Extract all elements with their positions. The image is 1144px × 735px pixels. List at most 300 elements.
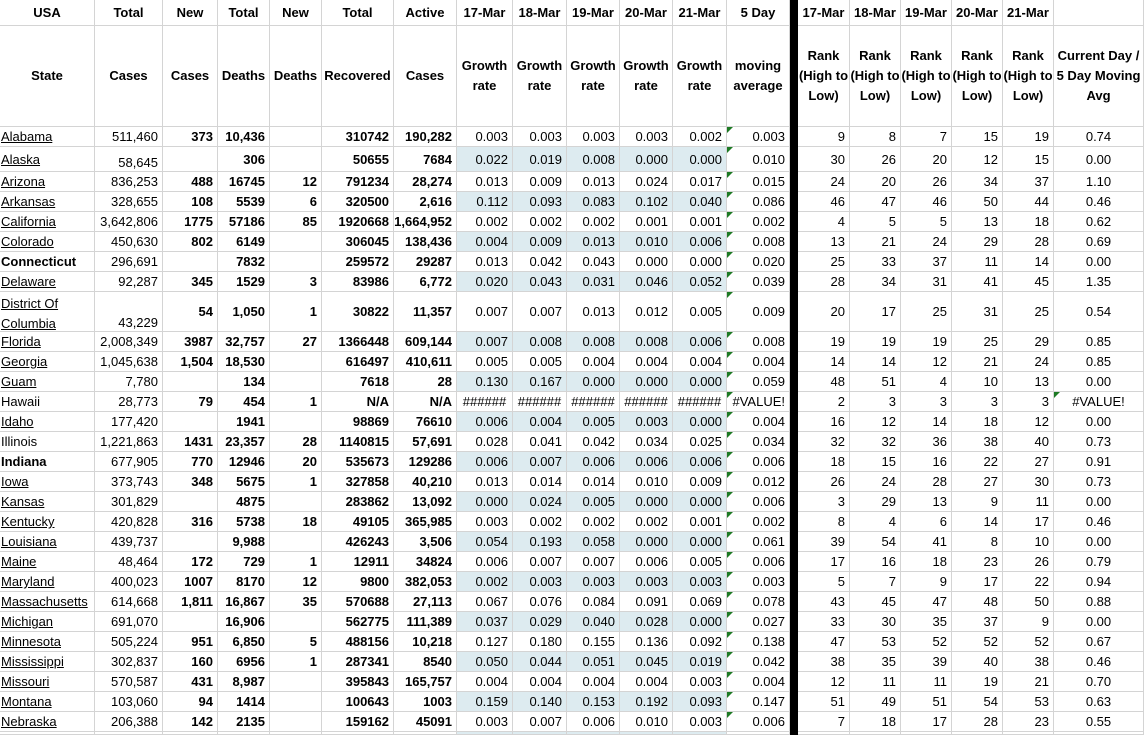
growth-rate-cell[interactable]: 0.000 — [673, 147, 727, 172]
growth-rate-cell[interactable]: 0.044 — [513, 652, 567, 672]
rank-cell[interactable]: 31 — [901, 272, 952, 292]
rank-cell[interactable]: 11 — [952, 252, 1003, 272]
moving-average-cell[interactable]: 0.039 — [727, 272, 790, 292]
active-cases-cell[interactable]: 1,664,952 — [394, 212, 457, 232]
rank-cell[interactable]: 16 — [901, 452, 952, 472]
ratio-cell[interactable]: 0.70 — [1054, 672, 1144, 692]
ratio-cell[interactable]: 0.88 — [1054, 592, 1144, 612]
growth-rate-cell[interactable]: 0.000 — [673, 412, 727, 432]
growth-rate-cell[interactable]: 0.029 — [513, 612, 567, 632]
header-cell-r4-top[interactable]: 20-Mar — [952, 0, 1003, 26]
rank-cell[interactable]: 44 — [1003, 192, 1054, 212]
growth-rate-cell[interactable]: 0.003 — [513, 572, 567, 592]
state-link-line1[interactable]: District Of — [1, 296, 59, 311]
growth-rate-cell[interactable]: 0.000 — [620, 492, 673, 512]
total-recovered-cell[interactable]: 1366448 — [322, 332, 394, 352]
total-cases-cell[interactable]: 836,253 — [95, 172, 163, 192]
state-link[interactable]: Alabama — [1, 129, 53, 144]
total-cases-cell[interactable]: 2,008,349 — [95, 332, 163, 352]
header-cell-g2[interactable]: Growth rate — [513, 26, 567, 127]
growth-rate-cell[interactable]: 0.028 — [620, 612, 673, 632]
growth-rate-cell[interactable]: 0.002 — [513, 212, 567, 232]
growth-rate-cell[interactable]: 0.001 — [673, 212, 727, 232]
rank-cell[interactable]: 23 — [1003, 712, 1054, 732]
new-cases-cell[interactable] — [163, 612, 218, 632]
growth-rate-cell[interactable]: 0.046 — [620, 272, 673, 292]
total-cases-cell[interactable]: 1,221,863 — [95, 432, 163, 452]
moving-average-cell[interactable]: 0.009 — [727, 292, 790, 332]
header-cell-r1-top[interactable]: 17-Mar — [798, 0, 850, 26]
growth-rate-cell[interactable]: 0.002 — [513, 512, 567, 532]
rank-cell[interactable]: 47 — [798, 632, 850, 652]
growth-rate-cell[interactable]: 0.000 — [673, 252, 727, 272]
rank-cell[interactable]: 20 — [901, 147, 952, 172]
growth-rate-cell[interactable]: 0.005 — [567, 412, 620, 432]
rank-cell[interactable]: 18 — [1003, 212, 1054, 232]
rank-cell[interactable]: 51 — [901, 692, 952, 712]
active-cases-cell[interactable]: 1003 — [394, 692, 457, 712]
growth-rate-cell[interactable]: 0.193 — [513, 532, 567, 552]
ratio-cell[interactable]: 0.46 — [1054, 192, 1144, 212]
state-name-cell[interactable] — [0, 552, 95, 572]
header-cell-g3-top[interactable]: 19-Mar — [567, 0, 620, 26]
new-cases-cell[interactable]: 3987 — [163, 332, 218, 352]
active-cases-cell[interactable]: 365,985 — [394, 512, 457, 532]
growth-rate-cell[interactable]: 0.003 — [567, 572, 620, 592]
state-name-cell[interactable] — [0, 192, 95, 212]
total-deaths-cell[interactable]: 16,867 — [218, 592, 270, 612]
growth-rate-cell[interactable]: 0.024 — [513, 492, 567, 512]
growth-rate-cell[interactable]: 0.130 — [457, 372, 513, 392]
growth-rate-cell[interactable]: 0.167 — [513, 372, 567, 392]
growth-rate-cell[interactable]: 0.013 — [567, 172, 620, 192]
growth-rate-cell[interactable]: ###### — [673, 392, 727, 412]
rank-cell[interactable]: 18 — [901, 552, 952, 572]
total-recovered-cell[interactable]: 535673 — [322, 452, 394, 472]
header-cell-r5-top[interactable]: 21-Mar — [1003, 0, 1054, 26]
state-link[interactable]: Nebraska — [1, 714, 57, 729]
new-cases-cell[interactable]: 951 — [163, 632, 218, 652]
rank-cell[interactable]: 14 — [798, 352, 850, 372]
rank-cell[interactable]: 3 — [798, 492, 850, 512]
total-recovered-cell[interactable]: 30822 — [322, 292, 394, 332]
rank-cell[interactable]: 38 — [798, 652, 850, 672]
total-cases-cell[interactable]: 1,045,638 — [95, 352, 163, 372]
rank-cell[interactable]: 32 — [798, 432, 850, 452]
rank-cell[interactable]: 16 — [798, 412, 850, 432]
moving-average-cell[interactable]: 0.002 — [727, 212, 790, 232]
active-cases-cell[interactable]: 138,436 — [394, 232, 457, 252]
rank-cell[interactable]: 26 — [798, 472, 850, 492]
growth-rate-cell[interactable]: 0.006 — [620, 552, 673, 572]
rank-cell[interactable]: 14 — [901, 412, 952, 432]
growth-rate-cell[interactable]: 0.180 — [513, 632, 567, 652]
active-cases-cell[interactable]: 40,210 — [394, 472, 457, 492]
total-cases-cell[interactable]: 677,905 — [95, 452, 163, 472]
active-cases-cell[interactable]: 10,218 — [394, 632, 457, 652]
rank-cell[interactable]: 50 — [1003, 592, 1054, 612]
ratio-cell[interactable]: 0.00 — [1054, 147, 1144, 172]
rank-cell[interactable]: 20 — [850, 172, 901, 192]
growth-rate-cell[interactable]: 0.042 — [567, 432, 620, 452]
total-deaths-cell[interactable]: 5675 — [218, 472, 270, 492]
ratio-cell[interactable]: 0.62 — [1054, 212, 1144, 232]
header-cell-g3[interactable]: Growth rate — [567, 26, 620, 127]
active-cases-cell[interactable]: 76610 — [394, 412, 457, 432]
rank-cell[interactable]: 27 — [952, 472, 1003, 492]
moving-average-cell[interactable]: 0.004 — [727, 412, 790, 432]
rank-cell[interactable]: 25 — [901, 292, 952, 332]
rank-cell[interactable]: 14 — [952, 512, 1003, 532]
rank-cell[interactable]: 51 — [798, 692, 850, 712]
ratio-cell[interactable]: 0.85 — [1054, 352, 1144, 372]
header-cell-ma[interactable]: moving average — [727, 26, 790, 127]
total-deaths-cell[interactable]: 57186 — [218, 212, 270, 232]
growth-rate-cell[interactable]: 0.112 — [457, 192, 513, 212]
growth-rate-cell[interactable]: 0.006 — [567, 452, 620, 472]
rank-cell[interactable]: 8 — [952, 532, 1003, 552]
rank-cell[interactable]: 7 — [901, 127, 952, 147]
growth-rate-cell[interactable]: 0.008 — [567, 147, 620, 172]
rank-cell[interactable]: 39 — [798, 532, 850, 552]
ratio-cell[interactable]: 0.54 — [1054, 292, 1144, 332]
active-cases-cell[interactable]: 7684 — [394, 147, 457, 172]
header-cell-ratio[interactable]: Current Day / 5 Day Moving Avg — [1054, 26, 1144, 127]
header-cell-g1-top[interactable]: 17-Mar — [457, 0, 513, 26]
new-deaths-cell[interactable] — [270, 372, 322, 392]
state-name-cell[interactable] — [0, 452, 95, 472]
growth-rate-cell[interactable]: 0.003 — [457, 712, 513, 732]
active-cases-cell[interactable]: 190,282 — [394, 127, 457, 147]
total-deaths-cell[interactable]: 12946 — [218, 452, 270, 472]
rank-cell[interactable]: 33 — [798, 612, 850, 632]
state-link[interactable]: Massachusetts — [1, 594, 88, 609]
active-cases-cell[interactable]: 165,757 — [394, 672, 457, 692]
growth-rate-cell[interactable]: ###### — [457, 392, 513, 412]
growth-rate-cell[interactable]: 0.001 — [620, 212, 673, 232]
rank-cell[interactable]: 11 — [1003, 492, 1054, 512]
growth-rate-cell[interactable]: 0.000 — [567, 372, 620, 392]
rank-cell[interactable]: 45 — [850, 592, 901, 612]
header-cell-total_cases-top[interactable]: Total — [95, 0, 163, 26]
header-cell-r4[interactable]: Rank (High to Low) — [952, 26, 1003, 127]
rank-cell[interactable]: 30 — [850, 612, 901, 632]
active-cases-cell[interactable]: 609,144 — [394, 332, 457, 352]
total-deaths-cell[interactable]: 8170 — [218, 572, 270, 592]
growth-rate-cell[interactable]: 0.003 — [620, 572, 673, 592]
ratio-cell[interactable]: 0.74 — [1054, 127, 1144, 147]
new-cases-cell[interactable]: 94 — [163, 692, 218, 712]
total-recovered-cell[interactable]: 287341 — [322, 652, 394, 672]
new-deaths-cell[interactable]: 1 — [270, 652, 322, 672]
rank-cell[interactable]: 10 — [1003, 532, 1054, 552]
growth-rate-cell[interactable]: 0.013 — [457, 472, 513, 492]
rank-cell[interactable]: 35 — [901, 612, 952, 632]
total-deaths-cell[interactable]: 7832 — [218, 252, 270, 272]
growth-rate-cell[interactable]: 0.037 — [457, 612, 513, 632]
growth-rate-cell[interactable]: 0.093 — [513, 192, 567, 212]
state-link[interactable]: California — [1, 214, 56, 229]
new-cases-cell[interactable]: 802 — [163, 232, 218, 252]
growth-rate-cell[interactable]: 0.005 — [673, 292, 727, 332]
moving-average-cell[interactable]: 0.078 — [727, 592, 790, 612]
rank-cell[interactable]: 14 — [850, 352, 901, 372]
rank-cell[interactable]: 51 — [850, 372, 901, 392]
new-deaths-cell[interactable] — [270, 232, 322, 252]
growth-rate-cell[interactable]: 0.004 — [620, 352, 673, 372]
growth-rate-cell[interactable]: 0.007 — [457, 292, 513, 332]
rank-cell[interactable]: 22 — [1003, 572, 1054, 592]
moving-average-cell[interactable]: 0.003 — [727, 572, 790, 592]
rank-cell[interactable]: 52 — [901, 632, 952, 652]
state-name-cell[interactable] — [0, 592, 95, 612]
total-recovered-cell[interactable]: 1920668 — [322, 212, 394, 232]
header-cell-state[interactable]: State — [0, 26, 95, 127]
rank-cell[interactable]: 40 — [952, 652, 1003, 672]
growth-rate-cell[interactable]: 0.020 — [457, 272, 513, 292]
header-cell-new_cases-top[interactable]: New — [163, 0, 218, 26]
rank-cell[interactable]: 3 — [952, 392, 1003, 412]
ratio-cell[interactable]: 0.91 — [1054, 452, 1144, 472]
growth-rate-cell[interactable]: 0.008 — [513, 332, 567, 352]
rank-cell[interactable]: 10 — [952, 372, 1003, 392]
growth-rate-cell[interactable]: 0.043 — [567, 252, 620, 272]
active-cases-cell[interactable]: 129286 — [394, 452, 457, 472]
state-name-cell[interactable] — [0, 632, 95, 652]
rank-cell[interactable]: 17 — [952, 572, 1003, 592]
state-name-cell[interactable] — [0, 432, 95, 452]
rank-cell[interactable]: 4 — [798, 212, 850, 232]
growth-rate-cell[interactable]: 0.008 — [567, 332, 620, 352]
new-cases-cell[interactable]: 160 — [163, 652, 218, 672]
header-cell-total_cases[interactable]: Cases — [95, 26, 163, 127]
rank-cell[interactable]: 24 — [798, 172, 850, 192]
rank-cell[interactable]: 9 — [901, 572, 952, 592]
growth-rate-cell[interactable]: 0.052 — [673, 272, 727, 292]
state-link[interactable]: Minnesota — [1, 634, 61, 649]
state-name-cell[interactable] — [0, 252, 95, 272]
rank-cell[interactable]: 21 — [952, 352, 1003, 372]
rank-cell[interactable]: 52 — [1003, 632, 1054, 652]
total-recovered-cell[interactable]: 283862 — [322, 492, 394, 512]
total-cases-cell[interactable]: 328,655 — [95, 192, 163, 212]
growth-rate-cell[interactable]: 0.091 — [620, 592, 673, 612]
rank-cell[interactable]: 24 — [1003, 352, 1054, 372]
growth-rate-cell[interactable]: 0.002 — [673, 127, 727, 147]
growth-rate-cell[interactable]: 0.025 — [673, 432, 727, 452]
growth-rate-cell[interactable]: 0.083 — [567, 192, 620, 212]
growth-rate-cell[interactable]: 0.006 — [673, 332, 727, 352]
growth-rate-cell[interactable]: 0.002 — [567, 512, 620, 532]
state-link[interactable]: Arizona — [1, 174, 46, 189]
rank-cell[interactable]: 54 — [952, 692, 1003, 712]
moving-average-cell[interactable]: 0.003 — [727, 127, 790, 147]
growth-rate-cell[interactable]: 0.000 — [620, 252, 673, 272]
moving-average-cell[interactable]: 0.015 — [727, 172, 790, 192]
rank-cell[interactable]: 23 — [952, 552, 1003, 572]
growth-rate-cell[interactable]: 0.054 — [457, 532, 513, 552]
growth-rate-cell[interactable]: 0.003 — [673, 672, 727, 692]
new-deaths-cell[interactable]: 35 — [270, 592, 322, 612]
total-deaths-cell[interactable]: 306 — [218, 147, 270, 172]
header-cell-r2-top[interactable]: 18-Mar — [850, 0, 901, 26]
rank-cell[interactable]: 5 — [850, 212, 901, 232]
total-deaths-cell[interactable]: 23,357 — [218, 432, 270, 452]
growth-rate-cell[interactable]: 0.005 — [567, 492, 620, 512]
growth-rate-cell[interactable]: 0.043 — [513, 272, 567, 292]
total-recovered-cell[interactable]: 570688 — [322, 592, 394, 612]
total-cases-cell[interactable]: 28,773 — [95, 392, 163, 412]
total-recovered-cell[interactable]: 1140815 — [322, 432, 394, 452]
growth-rate-cell[interactable]: 0.040 — [567, 612, 620, 632]
moving-average-cell[interactable]: 0.012 — [727, 472, 790, 492]
rank-cell[interactable]: 26 — [901, 172, 952, 192]
growth-rate-cell[interactable]: 0.000 — [620, 372, 673, 392]
rank-cell[interactable]: 12 — [952, 147, 1003, 172]
total-recovered-cell[interactable]: 98869 — [322, 412, 394, 432]
rank-cell[interactable]: 45 — [1003, 272, 1054, 292]
rank-cell[interactable]: 30 — [798, 147, 850, 172]
growth-rate-cell[interactable]: 0.005 — [457, 352, 513, 372]
growth-rate-cell[interactable]: 0.005 — [513, 352, 567, 372]
rank-cell[interactable]: 26 — [1003, 552, 1054, 572]
active-cases-cell[interactable]: 2,616 — [394, 192, 457, 212]
growth-rate-cell[interactable]: 0.006 — [673, 232, 727, 252]
rank-cell[interactable]: 19 — [850, 332, 901, 352]
total-deaths-cell[interactable]: 134 — [218, 372, 270, 392]
total-deaths-cell[interactable]: 1941 — [218, 412, 270, 432]
growth-rate-cell[interactable]: 0.010 — [620, 232, 673, 252]
rank-cell[interactable]: 28 — [901, 472, 952, 492]
header-cell-ma-top[interactable]: 5 Day — [727, 0, 790, 26]
rank-cell[interactable]: 11 — [850, 672, 901, 692]
total-cases-cell[interactable]: 7,780 — [95, 372, 163, 392]
rank-cell[interactable]: 25 — [952, 332, 1003, 352]
growth-rate-cell[interactable]: 0.003 — [673, 712, 727, 732]
new-cases-cell[interactable]: 172 — [163, 552, 218, 572]
total-deaths-cell[interactable]: 6,850 — [218, 632, 270, 652]
state-link[interactable]: Delaware — [1, 274, 56, 289]
moving-average-cell[interactable]: 0.004 — [727, 672, 790, 692]
growth-rate-cell[interactable]: 0.022 — [457, 147, 513, 172]
total-recovered-cell[interactable]: 49105 — [322, 512, 394, 532]
total-cases-cell[interactable]: 296,691 — [95, 252, 163, 272]
new-deaths-cell[interactable] — [270, 692, 322, 712]
growth-rate-cell[interactable]: 0.003 — [457, 512, 513, 532]
total-recovered-cell[interactable]: 426243 — [322, 532, 394, 552]
header-cell-r1[interactable]: Rank (High to Low) — [798, 26, 850, 127]
growth-rate-cell[interactable]: 0.013 — [567, 292, 620, 332]
growth-rate-cell[interactable]: 0.003 — [513, 127, 567, 147]
header-cell-r3[interactable]: Rank (High to Low) — [901, 26, 952, 127]
state-name-cell[interactable] — [0, 392, 95, 412]
state-name-cell[interactable] — [0, 712, 95, 732]
total-recovered-cell[interactable]: 100643 — [322, 692, 394, 712]
growth-rate-cell[interactable]: 0.040 — [673, 192, 727, 212]
growth-rate-cell[interactable]: 0.000 — [673, 532, 727, 552]
state-link[interactable]: Colorado — [1, 234, 54, 249]
rank-cell[interactable]: 17 — [798, 552, 850, 572]
state-link[interactable]: Kentucky — [1, 514, 55, 529]
total-deaths-cell[interactable]: 4875 — [218, 492, 270, 512]
state-link[interactable]: Montana — [1, 694, 52, 709]
growth-rate-cell[interactable]: 0.028 — [457, 432, 513, 452]
new-deaths-cell[interactable]: 27 — [270, 332, 322, 352]
rank-cell[interactable]: 34 — [850, 272, 901, 292]
total-recovered-cell[interactable]: 562775 — [322, 612, 394, 632]
rank-cell[interactable]: 53 — [1003, 692, 1054, 712]
total-cases-cell[interactable]: 43,229 — [95, 292, 163, 332]
active-cases-cell[interactable]: 6,772 — [394, 272, 457, 292]
growth-rate-cell[interactable]: 0.102 — [620, 192, 673, 212]
rank-cell[interactable]: 48 — [952, 592, 1003, 612]
growth-rate-cell[interactable]: 0.093 — [673, 692, 727, 712]
growth-rate-cell[interactable]: ###### — [620, 392, 673, 412]
state-link[interactable]: Kansas — [1, 494, 45, 509]
total-deaths-cell[interactable]: 8,987 — [218, 672, 270, 692]
new-deaths-cell[interactable] — [270, 492, 322, 512]
active-cases-cell[interactable]: 382,053 — [394, 572, 457, 592]
header-cell-total_recovered-top[interactable]: Total — [322, 0, 394, 26]
rank-cell[interactable]: 29 — [952, 232, 1003, 252]
rank-cell[interactable]: 19 — [901, 332, 952, 352]
state-name-cell[interactable] — [0, 332, 95, 352]
ratio-cell[interactable]: 0.46 — [1054, 652, 1144, 672]
rank-cell[interactable]: 18 — [850, 712, 901, 732]
growth-rate-cell[interactable]: 0.003 — [620, 412, 673, 432]
active-cases-cell[interactable]: 13,092 — [394, 492, 457, 512]
moving-average-cell[interactable]: 0.002 — [727, 512, 790, 532]
moving-average-cell[interactable]: 0.086 — [727, 192, 790, 212]
active-cases-cell[interactable]: 28,274 — [394, 172, 457, 192]
total-cases-cell[interactable]: 206,388 — [95, 712, 163, 732]
rank-cell[interactable]: 28 — [798, 272, 850, 292]
new-cases-cell[interactable]: 1007 — [163, 572, 218, 592]
growth-rate-cell[interactable]: 0.003 — [620, 127, 673, 147]
total-cases-cell[interactable]: 373,743 — [95, 472, 163, 492]
state-link[interactable]: Idaho — [1, 414, 34, 429]
new-deaths-cell[interactable]: 85 — [270, 212, 322, 232]
moving-average-cell[interactable]: 0.010 — [727, 147, 790, 172]
growth-rate-cell[interactable]: 0.006 — [620, 452, 673, 472]
moving-average-cell[interactable]: 0.061 — [727, 532, 790, 552]
moving-average-cell[interactable]: 0.147 — [727, 692, 790, 712]
growth-rate-cell[interactable]: 0.002 — [457, 572, 513, 592]
growth-rate-cell[interactable]: 0.012 — [620, 292, 673, 332]
total-recovered-cell[interactable]: 395843 — [322, 672, 394, 692]
new-deaths-cell[interactable] — [270, 712, 322, 732]
state-link[interactable]: Missouri — [1, 674, 50, 689]
rank-cell[interactable]: 17 — [901, 712, 952, 732]
ratio-cell[interactable]: 0.00 — [1054, 252, 1144, 272]
header-cell-g5[interactable]: Growth rate — [673, 26, 727, 127]
ratio-cell[interactable]: 0.85 — [1054, 332, 1144, 352]
new-cases-cell[interactable]: 142 — [163, 712, 218, 732]
growth-rate-cell[interactable]: 0.019 — [513, 147, 567, 172]
new-deaths-cell[interactable]: 5 — [270, 632, 322, 652]
active-cases-cell[interactable]: 3,506 — [394, 532, 457, 552]
rank-cell[interactable]: 3 — [1003, 392, 1054, 412]
total-recovered-cell[interactable]: 83986 — [322, 272, 394, 292]
ratio-cell[interactable]: 0.00 — [1054, 532, 1144, 552]
growth-rate-cell[interactable]: 0.014 — [567, 472, 620, 492]
rank-cell[interactable]: 4 — [901, 372, 952, 392]
rank-cell[interactable]: 13 — [901, 492, 952, 512]
growth-rate-cell[interactable]: 0.013 — [567, 232, 620, 252]
state-name-cell[interactable] — [0, 232, 95, 252]
total-recovered-cell[interactable]: 159162 — [322, 712, 394, 732]
state-link[interactable]: Michigan — [1, 614, 54, 629]
